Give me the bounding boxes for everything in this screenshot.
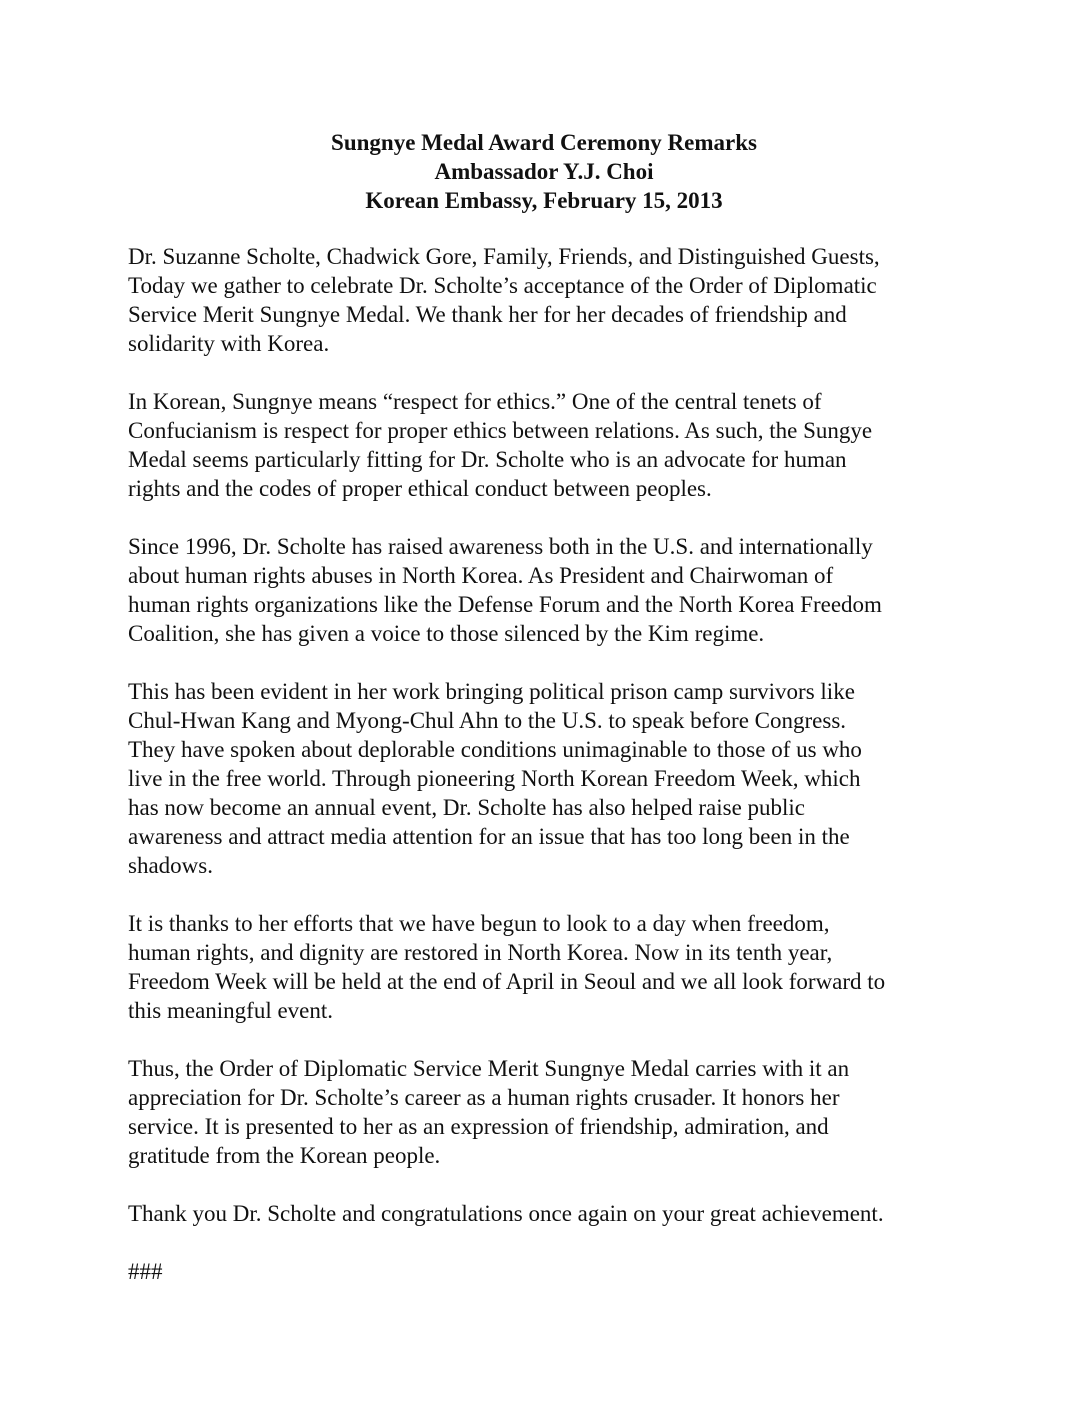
text-line: has now become an annual event, Dr. Scholte has also helped raise public bbox=[128, 795, 806, 820]
text-line: human rights organizations like the Defense Forum and the North Korea Freedom bbox=[128, 592, 882, 617]
text-line: Dr. Suzanne Scholte, Chadwick Gore, Family, Friends, and Distinguished Guests, bbox=[128, 244, 880, 269]
text-line: Confucianism is respect for proper ethics between relations. As such, the Sungye bbox=[128, 418, 873, 443]
text-line: Medal seems particularly fitting for Dr. Scholte who is an advocate for human bbox=[128, 447, 847, 472]
text-line: awareness and attract media attention for an issue that has too long been in the bbox=[128, 824, 850, 849]
text-line: Thank you Dr. Scholte and congratulations once again on your great achievement. bbox=[128, 1201, 884, 1226]
paragraph-medal bbox=[128, 1054, 968, 1170]
text-line: They have spoken about deplorable conditions unimaginable to those of us who bbox=[128, 737, 862, 762]
text-line: this meaningful event. bbox=[128, 998, 334, 1023]
paragraph-greeting bbox=[128, 242, 968, 358]
text-line: Service Merit Sungnye Medal. We thank her for her decades of friendship and bbox=[128, 302, 847, 327]
paragraph-awareness bbox=[128, 532, 968, 648]
text-line: Today we gather to celebrate Dr. Scholte’s acceptance of the Order of Diplomatic bbox=[128, 273, 877, 298]
text-line: live in the free world. Through pioneering North Korean Freedom Week, which bbox=[128, 766, 861, 791]
text-line: Coalition, she has given a voice to those silenced by the Kim regime. bbox=[128, 621, 765, 646]
text-line: It is thanks to her efforts that we have begun to look to a day when freedom, bbox=[128, 911, 830, 936]
text-line: solidarity with Korea. bbox=[128, 331, 330, 356]
text-line: Chul-Hwan Kang and Myong-Chul Ahn to the U.S. to speak before Congress. bbox=[128, 708, 847, 733]
speaker-line: Ambassador Y.J. Choi bbox=[434, 159, 654, 184]
text-line: human rights, and dignity are restored in North Korea. Now in its tenth year, bbox=[128, 940, 833, 965]
paragraph-closing bbox=[128, 1199, 968, 1228]
venue-date-line: Korean Embassy, February 15, 2013 bbox=[365, 188, 723, 213]
document-title: Sungnye Medal Award Ceremony Remarks bbox=[331, 130, 757, 155]
text-line: appreciation for Dr. Scholte’s career as a human rights crusader. It honors her bbox=[128, 1085, 840, 1110]
text-line: rights and the codes of proper ethical conduct between peoples. bbox=[128, 476, 712, 501]
paragraph-freedom-week bbox=[128, 909, 968, 1025]
text-line: Freedom Week will be held at the end of April in Seoul and we all look forward to bbox=[128, 969, 886, 994]
paragraph-survivors bbox=[128, 677, 968, 880]
text-line: gratitude from the Korean people. bbox=[128, 1143, 441, 1168]
text-line: Since 1996, Dr. Scholte has raised awareness both in the U.S. and internationally bbox=[128, 534, 873, 559]
text-line: shadows. bbox=[128, 853, 213, 878]
text-line: Thus, the Order of Diplomatic Service Merit Sungnye Medal carries with it an bbox=[128, 1056, 850, 1081]
text-line: In Korean, Sungnye means “respect for ethics.” One of the central tenets of bbox=[128, 389, 822, 414]
paragraph-meaning bbox=[128, 387, 968, 503]
text-line: This has been evident in her work bringing political prison camp survivors like bbox=[128, 679, 855, 704]
document-body bbox=[128, 242, 968, 1286]
text-line: about human rights abuses in North Korea. As President and Chairwoman of bbox=[128, 563, 834, 588]
text-line: service. It is presented to her as an expression of friendship, admiration, and bbox=[128, 1114, 829, 1139]
document-heading bbox=[0, 128, 1088, 215]
end-mark: ### bbox=[128, 1259, 163, 1284]
